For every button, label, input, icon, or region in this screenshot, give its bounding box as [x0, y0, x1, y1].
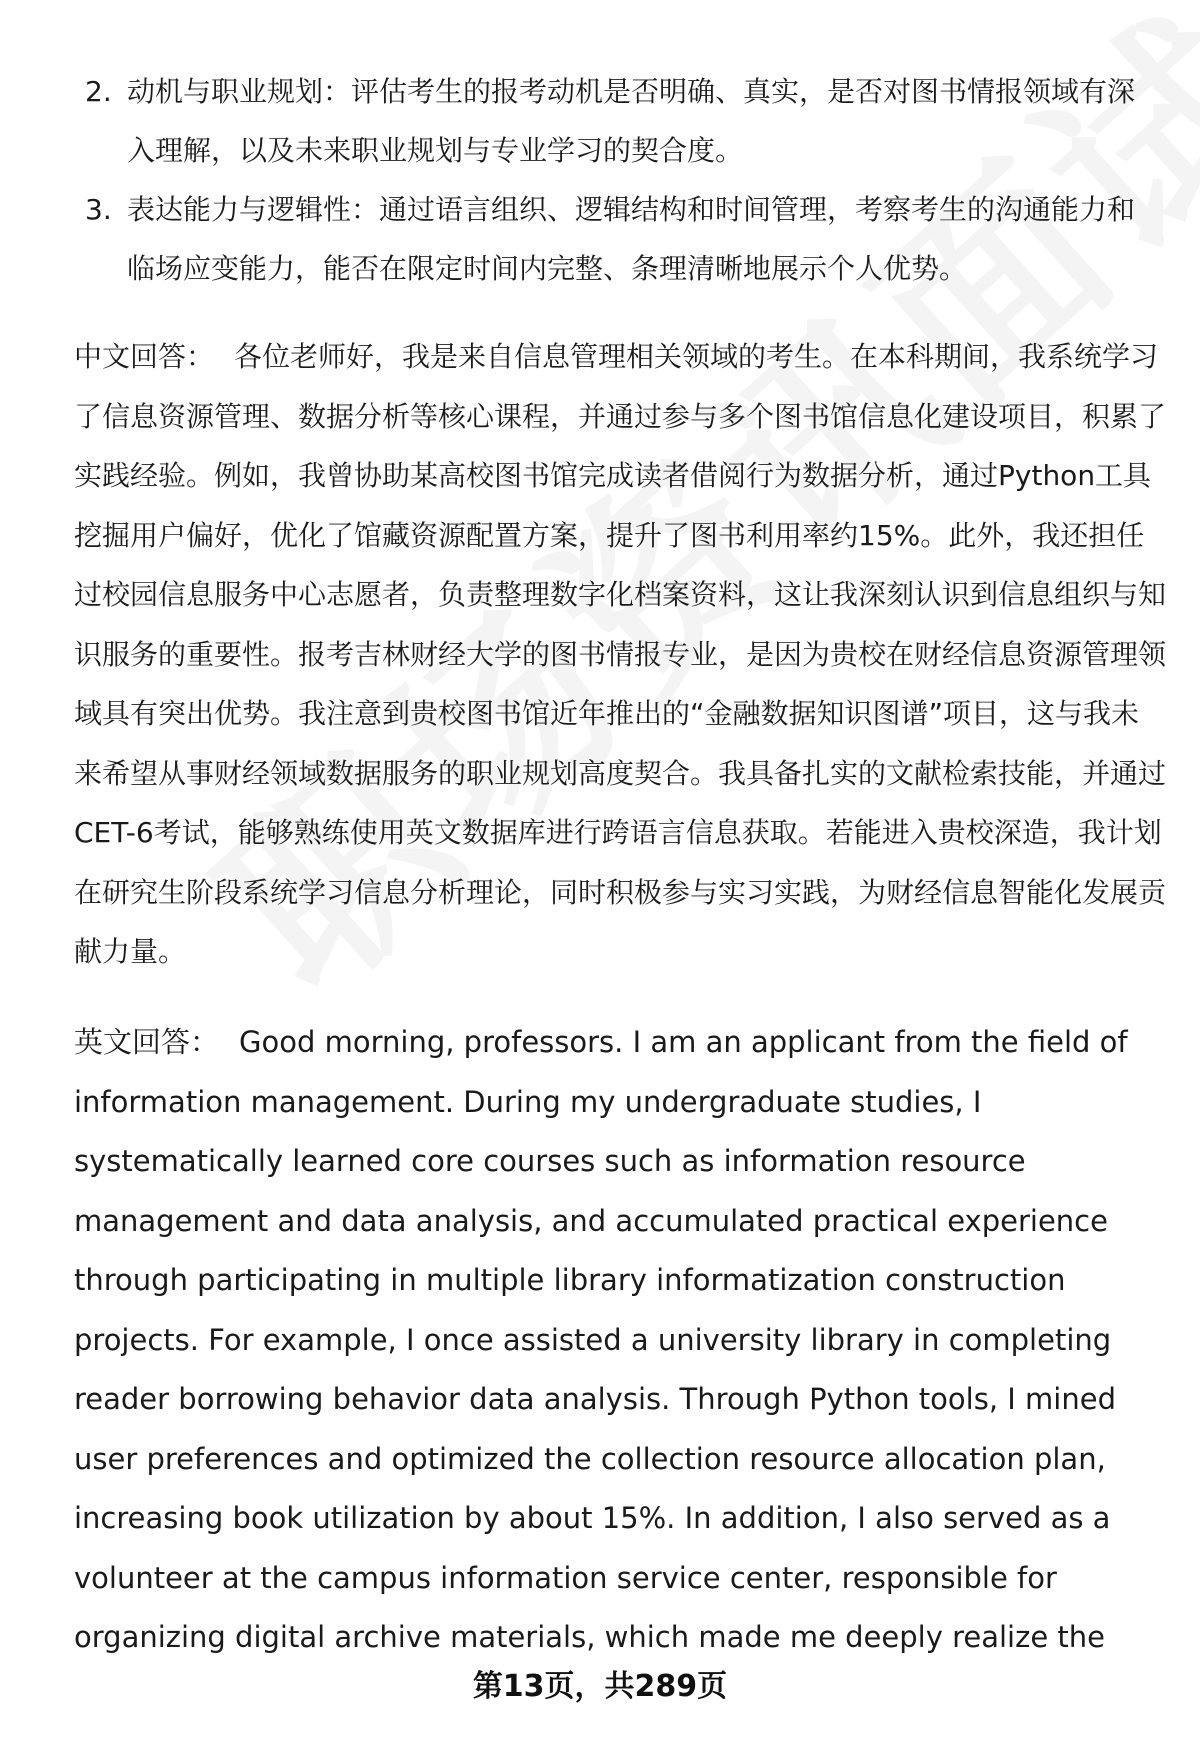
list-item — [74, 180, 1154, 298]
english-answer-label: 英文回答： — [74, 1025, 220, 1059]
list-item-number: 2. — [85, 75, 112, 108]
criteria-list — [74, 62, 1154, 298]
page-footer: 第13页，共289页 — [472, 1669, 728, 1704]
chinese-answer-label: 中文回答： — [74, 340, 215, 373]
list-item-number: 3. — [85, 193, 112, 226]
english-answer-paragraph — [74, 1013, 1166, 1668]
list-item — [74, 62, 1154, 180]
list-item-text: 表达能力与逻辑性：通过语言组织、逻辑结构和时间管理，考察考生的沟通能力和临场应变能力，能否在限定时间内完整、条理清晰地展示个人优势。 — [127, 193, 1136, 285]
chinese-answer-paragraph — [74, 327, 1166, 982]
chinese-answer-text: 各位老师好，我是来自信息管理相关领域的考生。在本科期间，我系统学习了信息资源管理、数据分析等核心课程，并通过参与多个图书馆信息化建设项目，积累了实践经验。例如，我曾协助某高校图书馆完成读者借阅行为数据分析，通过Python工具挖掘用户偏好，优化了馆藏资源配置方案，提升了图书利用率约15%。此外，我还担任过校园信息服务中心志愿者，负责整理数字化档案资料，这让我深刻认识到信息组织与知识服务的重要性。报考吉林财经大学的图书情报专业，是因为贵校在财经信息资源管理领域具有突出优势。我注意到贵校图书馆近年推出的“金融数据知识图谱”项目，这与我未来希望从事财经领域数据服务的职业规划高度契合。我具备扎实的文献检索技能，并通过CET-6考试，能够熟练使用英文数据库进行跨语言信息获取。若能进入贵校深造，我计划在研究生阶段系统学习信息分析理论，同时积极参与实习实践，为财经信息智能化发展贡献力量。 — [74, 340, 1167, 968]
english-answer-text: Good morning, professors. I am an applicant from the field of information management. During my undergraduate studies, I systematically learned core courses such as information resource management and data analysis, and accumulated practical experience through participating in multiple library informatization construction projects. For example, I once assisted a university library in completing reader borrowing behavior data analysis. Through Python tools, I mined user preferences and optimized the collection resource allocation plan, increasing book utilization by about 15%. In addition, I also served as a volunteer at the campus information service center, responsible for organizing digital archive materials, which made me deeply realize the — [74, 1025, 1128, 1654]
list-item-text: 动机与职业规划：评估考生的报考动机是否明确、真实，是否对图书情报领域有深入理解，以及未来职业规划与专业学习的契合度。 — [127, 75, 1136, 167]
